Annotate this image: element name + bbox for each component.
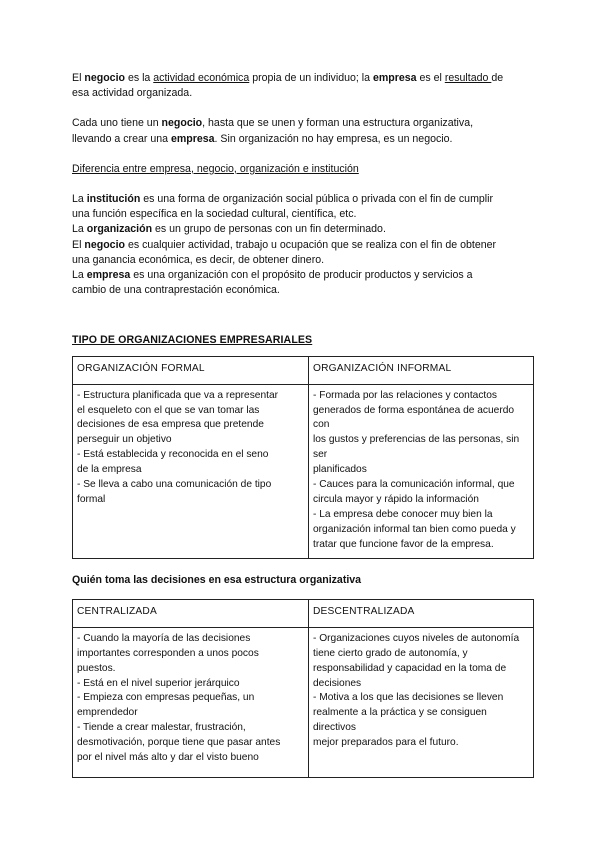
section-title-organization-types: TIPO DE ORGANIZACIONES EMPRESARIALES [72, 334, 313, 347]
keyword-negocio: negocio [84, 238, 125, 251]
cell-line: - Estructura planificada que va a representar [77, 389, 279, 401]
keyword-empresa: empresa [372, 72, 417, 84]
text: es un grupo de personas con un fin determinado. [152, 223, 386, 236]
text: esa actividad organizada. [72, 87, 193, 100]
cell-line: decisiones [313, 677, 362, 689]
table-header-row [73, 356, 534, 384]
table-row [73, 384, 534, 558]
text: es una forma de organización social pública o privada con el fin de cumplir [140, 193, 494, 206]
cell-line: puestos. [77, 662, 116, 674]
cell-informal [309, 384, 534, 558]
cell-line: - La empresa debe conocer muy bien la [313, 508, 493, 520]
cell-line: planificados [313, 464, 367, 476]
header-descentralizada: DESCENTRALIZADA [309, 599, 534, 627]
cell-line: desmotivación, porque tiene que pasar antes [77, 737, 281, 749]
header-informal: ORGANIZACIÓN INFORMAL [309, 356, 534, 384]
cell-line: los gustos y preferencias de las personas, sin ser [313, 434, 520, 461]
cell-formal [73, 384, 309, 558]
cell-line: mejor preparados para el futuro. [313, 737, 459, 749]
keyword-empresa: empresa [86, 269, 131, 282]
cell-line: por el nivel más alto y dar el visto bueno [77, 752, 259, 764]
definitions-block [72, 192, 532, 298]
organization-types-table [72, 356, 534, 559]
keyword-empresa: empresa [170, 132, 215, 145]
text: El [72, 238, 85, 251]
text: llevando a crear una [72, 132, 171, 145]
intro-paragraph-2 [72, 116, 532, 146]
cell-line: importantes corresponden a unos pocos [77, 647, 259, 659]
keyword-negocio: negocio [84, 72, 125, 84]
header-centralizada: CENTRALIZADA [73, 599, 309, 627]
text: es la [125, 72, 154, 84]
cell-line: - Está establecida y reconocida en el seno [77, 449, 269, 461]
cell-line: tratar que funcione favor de la empresa. [313, 538, 494, 550]
cell-line: organización informal tan bien como pueda y [313, 523, 516, 535]
cell-line: tiene cierto grado de autonomía, y [313, 647, 468, 659]
text: La [72, 223, 87, 236]
text: El [72, 72, 85, 84]
cell-line: el esqueleto con el que se van tomar las [77, 404, 260, 416]
differences-subheading: Diferencia entre empresa, negocio, organización e institución [72, 162, 359, 175]
text: una función específica en la sociedad cultural, científica, etc. [72, 208, 357, 221]
cell-line: - Se lleva a cabo una comunicación de tipo [77, 479, 272, 491]
text: es cualquier actividad, trabajo u ocupación que se realiza con el fin de obtener [125, 238, 497, 251]
text: es el [416, 72, 445, 84]
cell-line: decisiones de esa empresa que pretende [77, 419, 264, 431]
cell-line: - Organizaciones cuyos niveles de autonomía [313, 632, 520, 644]
keyword-organizacion: organización [86, 223, 153, 236]
cell-line: realmente a la práctica y se consiguen directivos [313, 707, 487, 734]
cell-line: de la empresa [77, 464, 142, 476]
text: propia de un individuo; la [249, 72, 373, 84]
cell-line: circula mayor y rápido la información [313, 493, 479, 505]
cell-line: emprendedor [77, 707, 138, 719]
text: Cada uno tiene un [72, 117, 162, 130]
cell-line: generados de forma espontánea de acuerdo con [313, 404, 515, 431]
table-header-row [73, 599, 534, 627]
cell-line: perseguir un objetivo [77, 434, 172, 446]
cell-line: - Está en el nivel superior jerárquico [77, 677, 240, 689]
cell-line: - Motiva a los que las decisiones se lleven [313, 692, 504, 704]
section-title-decisions: Quién toma las decisiones en esa estructura organizativa [72, 573, 362, 586]
text: es una organización con el propósito de producir productos y servicios a [130, 269, 473, 282]
text: , hasta que se unen y forman una estructura organizativa, [202, 117, 474, 130]
keyword-institucion: institución [86, 193, 141, 206]
text: de [491, 72, 504, 84]
document-page [72, 71, 532, 778]
text: . Sin organización no hay empresa, es un negocio. [214, 132, 453, 145]
decision-structure-table [72, 599, 534, 778]
keyword-negocio: negocio [161, 117, 203, 130]
text: La [72, 193, 87, 206]
cell-line: formal [77, 493, 106, 505]
underlined-term: resultado [444, 72, 492, 84]
cell-line: - Cuando la mayoría de las decisiones [77, 632, 251, 644]
header-formal: ORGANIZACIÓN FORMAL [73, 356, 309, 384]
cell-line: - Formada por las relaciones y contactos [313, 389, 498, 401]
cell-line: - Tiende a crear malestar, frustración, [77, 722, 246, 734]
cell-line: responsabilidad y capacidad en la toma de [313, 662, 507, 674]
intro-paragraph-1 [72, 71, 532, 101]
cell-centralizada [73, 627, 309, 777]
cell-line: - Cauces para la comunicación informal, que [313, 479, 515, 491]
text: una ganancia económica, es decir, de obtener dinero. [72, 253, 325, 266]
underlined-term: actividad económica [153, 72, 250, 84]
text: La [72, 269, 87, 282]
table-row [73, 627, 534, 777]
text: cambio de una contraprestación económica. [72, 284, 280, 297]
cell-line: - Empieza con empresas pequeñas, un [77, 692, 255, 704]
cell-descentralizada [309, 627, 534, 777]
